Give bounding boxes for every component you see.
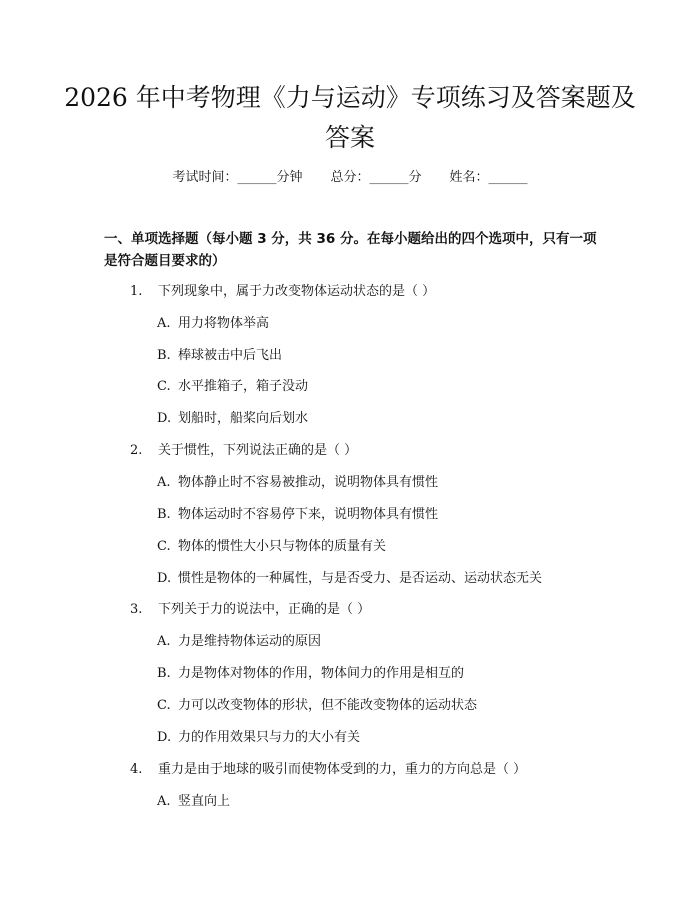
option-text: 力的作用效果只与力的大小有关: [178, 730, 361, 745]
question-2: [130, 442, 357, 460]
option-3d: [157, 729, 360, 747]
option-4a: [157, 793, 230, 811]
question-4: [130, 761, 526, 779]
option-letter: C.: [157, 698, 171, 713]
option-2c: [157, 538, 386, 556]
option-1a: [157, 315, 269, 333]
option-text: 棒球被击中后飞出: [178, 348, 283, 363]
exam-info-line: [0, 169, 700, 187]
option-letter: A.: [157, 794, 171, 809]
option-letter: D.: [157, 571, 172, 586]
question-number: 4.: [130, 762, 143, 777]
option-letter: A.: [157, 634, 171, 649]
total-score-field: 总分：______分: [330, 170, 422, 185]
option-letter: B.: [157, 507, 171, 522]
option-1d: [157, 410, 308, 428]
option-text: 物体的惯性大小只与物体的质量有关: [178, 539, 387, 554]
option-letter: D.: [157, 411, 172, 426]
option-1c: [157, 378, 308, 396]
option-text: 物体运动时不容易停下来，说明物体具有惯性: [178, 507, 439, 522]
option-letter: C.: [157, 379, 171, 394]
section-heading: 一、单项选择题（每小题 3 分，共 36 分。在每小题给出的四个选项中，只有一项是符合题目要求的）: [104, 231, 597, 269]
option-text: 划船时，船桨向后划水: [178, 411, 309, 426]
document-title: 2026 年中考物理《力与运动》专项练习及答案题及答案: [64, 83, 636, 152]
option-3a: [157, 633, 321, 651]
option-3c: [157, 697, 477, 715]
option-letter: D.: [157, 730, 172, 745]
option-letter: A.: [157, 316, 171, 331]
option-text: 物体静止时不容易被推动，说明物体具有惯性: [178, 475, 439, 490]
option-3b: [157, 665, 464, 683]
option-text: 力是维持物体运动的原因: [178, 634, 322, 649]
exam-time-field: 考试时间：______分钟: [172, 170, 303, 185]
option-1b: [157, 347, 282, 365]
option-letter: B.: [157, 348, 171, 363]
question-3: [130, 601, 370, 619]
question-text: 下列关于力的说法中，正确的是（ ）: [158, 602, 371, 617]
option-letter: C.: [157, 539, 171, 554]
option-text: 竖直向上: [178, 794, 231, 809]
question-text: 关于惯性，下列说法正确的是（ ）: [158, 443, 358, 458]
student-name-field: 姓名：______: [449, 170, 528, 185]
question-number: 2.: [130, 443, 143, 458]
option-text: 惯性是物体的一种属性，与是否受力、是否运动、运动状态无关: [178, 571, 543, 586]
option-2d: [157, 570, 542, 588]
question-text: 下列现象中，属于力改变物体运动状态的是（ ）: [158, 284, 436, 299]
option-text: 力可以改变物体的形状，但不能改变物体的运动状态: [178, 698, 478, 713]
option-letter: B.: [157, 666, 171, 681]
question-number: 1.: [130, 284, 143, 299]
option-letter: A.: [157, 475, 171, 490]
option-2a: [157, 474, 438, 492]
question-text: 重力是由于地球的吸引而使物体受到的力，重力的方向总是（ ）: [158, 762, 527, 777]
option-text: 力是物体对物体的作用，物体间力的作用是相互的: [178, 666, 465, 681]
option-2b: [157, 506, 438, 524]
option-text: 水平推箱子，箱子没动: [178, 379, 309, 394]
option-text: 用力将物体举高: [178, 316, 270, 331]
question-number: 3.: [130, 602, 143, 617]
question-1: [130, 283, 435, 301]
